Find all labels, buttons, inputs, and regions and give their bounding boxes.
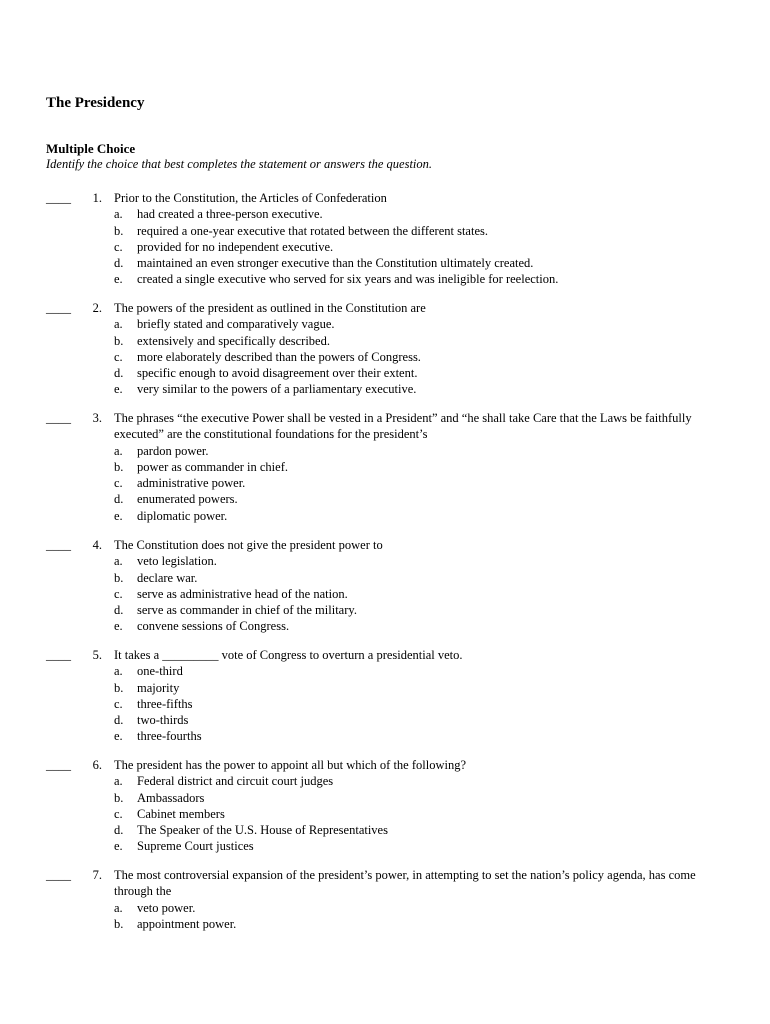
choice-label: d. — [114, 366, 124, 381]
choice-text: very similar to the powers of a parliamentary executive. — [137, 382, 417, 397]
answer-choice — [114, 663, 714, 679]
choice-label: e. — [114, 619, 123, 634]
choice-text: majority — [137, 680, 180, 695]
choice-label: e. — [114, 382, 123, 397]
choice-label: d. — [114, 713, 124, 728]
choice-label: b. — [114, 333, 124, 348]
choice-label: d. — [114, 823, 124, 838]
choice-text: diplomatic power. — [137, 508, 228, 523]
question-text: The most controversial expansion of the president’s power, in attempting to set the nation’s policy agenda, has come through the — [114, 868, 696, 899]
answer-choice — [114, 349, 714, 365]
choice-text: pardon power. — [137, 443, 209, 458]
choice-text: specific enough to avoid disagreement over their extent. — [137, 366, 418, 381]
choice-label: a. — [114, 900, 123, 915]
choice-text: extensively and specifically described. — [137, 333, 330, 348]
question-number: 2. — [92, 301, 102, 315]
choice-text: serve as commander in chief of the military. — [137, 603, 357, 618]
choice-label: b. — [114, 916, 124, 931]
answer-blank: ____ — [46, 648, 71, 662]
answer-choice — [114, 916, 714, 932]
answer-choice — [114, 271, 714, 287]
choice-label: c. — [114, 239, 123, 254]
answer-choice — [114, 316, 714, 332]
choice-label: a. — [114, 207, 123, 222]
choice-list — [114, 663, 714, 744]
question-text: The phrases “the executive Power shall be vested in a President” and “he shall take Care that the Laws be faithfully executed” are the constitutional foundations for the president’s — [114, 411, 692, 442]
choice-text: more elaborately described than the powers of Congress. — [137, 349, 421, 364]
choice-text: convene sessions of Congress. — [137, 619, 290, 634]
answer-choice — [114, 475, 714, 491]
choice-label: d. — [114, 256, 124, 271]
choice-text: three-fourths — [137, 729, 202, 744]
question-text: The president has the power to appoint all but which of the following? — [114, 758, 466, 772]
answer-blank: ____ — [46, 411, 71, 425]
choice-label: a. — [114, 554, 123, 569]
choice-label: e. — [114, 839, 123, 854]
answer-blank: ____ — [46, 758, 71, 772]
answer-choice — [114, 712, 714, 728]
choice-label: b. — [114, 223, 124, 238]
section-heading: Multiple Choice — [46, 141, 136, 156]
choice-list — [114, 900, 714, 933]
answer-blank: ____ — [46, 868, 71, 882]
choice-label: b. — [114, 680, 124, 695]
choice-text: briefly stated and comparatively vague. — [137, 317, 335, 332]
question-number: 5. — [92, 648, 102, 662]
choice-text: Federal district and circuit court judges — [137, 774, 334, 789]
question-text: It takes a _________ vote of Congress to overturn a presidential veto. — [114, 648, 463, 662]
answer-choice — [114, 806, 714, 822]
answer-choice — [114, 508, 714, 524]
choice-text: power as commander in chief. — [137, 459, 288, 474]
question-text: The powers of the president as outlined in the Constitution are — [114, 301, 426, 315]
answer-choice — [114, 696, 714, 712]
answer-blank: ____ — [46, 301, 71, 315]
question-text: Prior to the Constitution, the Articles of Confederation — [114, 191, 387, 205]
answer-blank: ____ — [46, 191, 71, 205]
choice-label: b. — [114, 459, 124, 474]
choice-label: c. — [114, 696, 123, 711]
choice-text: veto power. — [137, 900, 196, 915]
choice-label: a. — [114, 317, 123, 332]
section-instructions: Identify the choice that best completes the statement or answers the question. — [46, 157, 433, 171]
answer-choice — [114, 223, 714, 239]
choice-text: one-third — [137, 664, 183, 679]
answer-choice — [114, 618, 714, 634]
choice-label: c. — [114, 586, 123, 601]
answer-choice — [114, 365, 714, 381]
choice-list — [114, 316, 714, 397]
choice-text: Ambassadors — [137, 790, 205, 805]
choice-label: a. — [114, 664, 123, 679]
answer-choice — [114, 602, 714, 618]
answer-choice — [114, 239, 714, 255]
answer-choice — [114, 680, 714, 696]
choice-text: created a single executive who served for six years and was ineligible for reelection. — [137, 272, 559, 287]
choice-list — [114, 206, 714, 287]
answer-choice — [114, 381, 714, 397]
question-text: The Constitution does not give the president power to — [114, 538, 383, 552]
choice-label: c. — [114, 476, 123, 491]
choice-text: appointment power. — [137, 916, 237, 931]
answer-choice — [114, 838, 714, 854]
answer-choice — [114, 790, 714, 806]
answer-choice — [114, 822, 714, 838]
answer-blank: ____ — [46, 538, 71, 552]
answer-choice — [114, 553, 714, 569]
choice-text: The Speaker of the U.S. House of Representatives — [137, 823, 388, 838]
answer-choice — [114, 491, 714, 507]
choice-list — [114, 443, 714, 524]
choice-text: provided for no independent executive. — [137, 239, 334, 254]
question-number: 7. — [92, 868, 102, 882]
choice-text: serve as administrative head of the nation. — [137, 586, 348, 601]
choice-text: veto legislation. — [137, 554, 217, 569]
choice-text: required a one-year executive that rotated between the different states. — [137, 223, 488, 238]
document-title: The Presidency — [46, 95, 145, 111]
choice-label: e. — [114, 272, 123, 287]
answer-choice — [114, 570, 714, 586]
choice-label: a. — [114, 443, 123, 458]
choice-text: had created a three-person executive. — [137, 207, 323, 222]
answer-choice — [114, 255, 714, 271]
question-number: 4. — [92, 538, 102, 552]
answer-choice — [114, 900, 714, 916]
choice-label: c. — [114, 349, 123, 364]
choice-label: b. — [114, 570, 124, 585]
answer-choice — [114, 459, 714, 475]
answer-choice — [114, 586, 714, 602]
answer-choice — [114, 728, 714, 744]
choice-label: e. — [114, 508, 123, 523]
choice-text: two-thirds — [137, 713, 189, 728]
choice-label: d. — [114, 603, 124, 618]
choice-text: Cabinet members — [137, 806, 225, 821]
choice-label: b. — [114, 790, 124, 805]
question-number: 3. — [92, 411, 102, 425]
choice-list — [114, 773, 714, 854]
choice-text: Supreme Court justices — [137, 839, 254, 854]
choice-label: a. — [114, 774, 123, 789]
choice-label: d. — [114, 492, 124, 507]
choice-text: administrative power. — [137, 476, 246, 491]
answer-choice — [114, 443, 714, 459]
question-number: 6. — [92, 758, 102, 772]
choice-list — [114, 553, 714, 634]
choice-label: e. — [114, 729, 123, 744]
choice-text: enumerated powers. — [137, 492, 238, 507]
question-number: 1. — [92, 191, 102, 205]
choice-text: maintained an even stronger executive than the Constitution ultimately created. — [137, 256, 534, 271]
choice-text: three-fifths — [137, 696, 193, 711]
answer-choice — [114, 333, 714, 349]
answer-choice — [114, 206, 714, 222]
choice-text: declare war. — [137, 570, 198, 585]
choice-label: c. — [114, 806, 123, 821]
answer-choice — [114, 773, 714, 789]
